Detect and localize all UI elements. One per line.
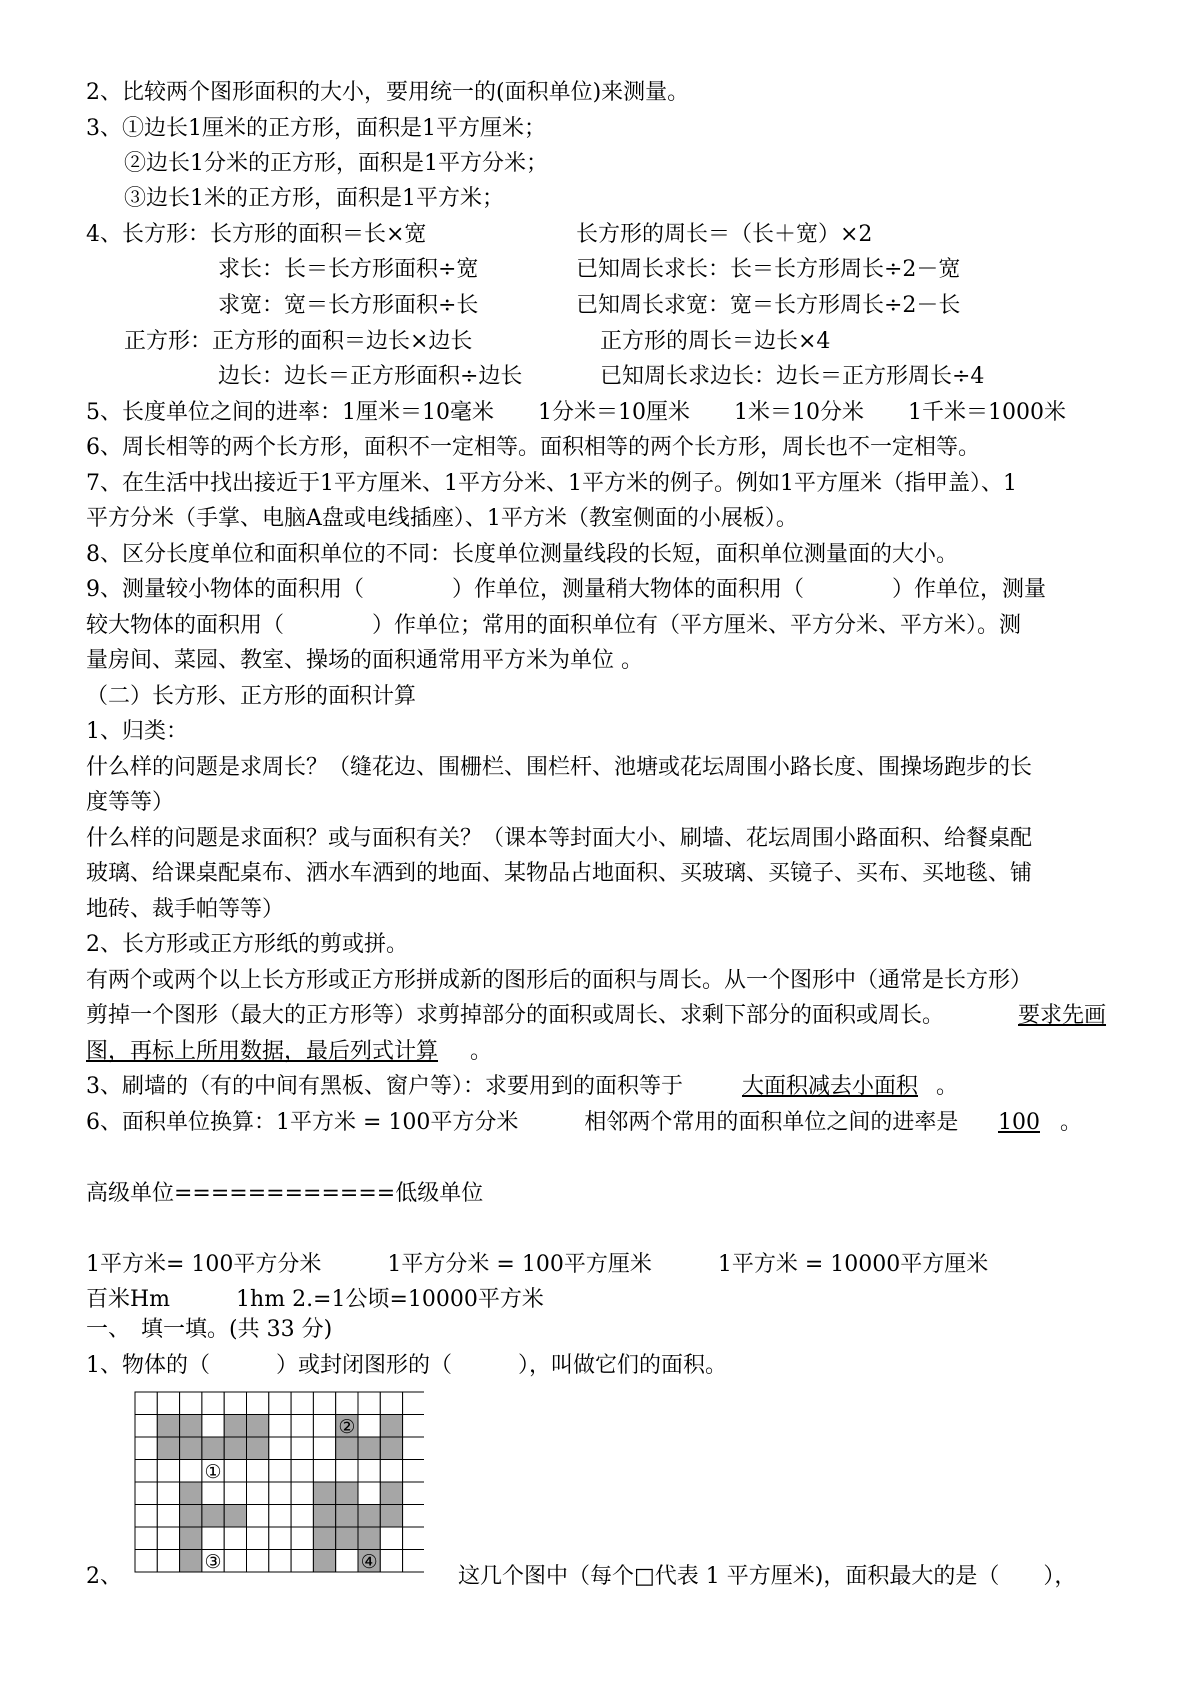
grid-cell	[269, 1415, 291, 1438]
grid-cell	[247, 1505, 269, 1528]
grid-cell	[135, 1392, 157, 1415]
grid-cell	[313, 1550, 335, 1573]
grid-cell	[202, 1437, 224, 1460]
shape-label: ①	[204, 1460, 222, 1483]
grid-cell	[247, 1527, 269, 1550]
grid-cell	[180, 1505, 202, 1528]
text-line: 平方分米（手掌、电脑A盘或电线插座）、1平方米（教室侧面的小展板）。	[86, 506, 798, 531]
grid-cell	[180, 1482, 202, 1505]
grid-cell	[224, 1415, 246, 1438]
text-line: 求长：长＝长方形面积÷宽	[218, 257, 479, 282]
grid-cell	[247, 1460, 269, 1483]
grid-cell	[157, 1392, 179, 1415]
shape-label: ④	[360, 1550, 378, 1573]
grid-cell	[157, 1415, 179, 1438]
grid-cell	[180, 1527, 202, 1550]
text-line: ②边长1分米的正方形，面积是1平方分米；	[124, 151, 548, 176]
text-line: 2、	[86, 1564, 122, 1589]
text-line: 剪掉一个图形（最大的正方形等）求剪掉部分的面积或周长、求剩下部分的面积或周长。	[86, 1003, 945, 1028]
grid-cell	[380, 1482, 402, 1505]
text-line: 4、长方形：长方形的面积＝长×宽	[86, 222, 427, 247]
grid-cell	[313, 1527, 335, 1550]
grid-cell	[157, 1437, 179, 1460]
grid-cell	[180, 1460, 202, 1483]
grid-cell	[224, 1460, 246, 1483]
grid-cell	[202, 1392, 224, 1415]
text-line: 6、周长相等的两个长方形，面积不一定相等。面积相等的两个长方形，周长也不一定相等。	[86, 435, 981, 460]
grid-cell	[403, 1527, 424, 1550]
grid-cell	[380, 1415, 402, 1438]
grid-cell	[269, 1460, 291, 1483]
text-line: 。	[1060, 1110, 1083, 1135]
text-line: 7、在生活中找出接近于1平方厘米、1平方分米、1平方米的例子。例如1平方厘米（指甲盖）、1	[86, 471, 1017, 496]
grid-cell	[135, 1415, 157, 1438]
grid-cell	[157, 1550, 179, 1573]
grid-cell	[336, 1527, 358, 1550]
grid-cell	[336, 1392, 358, 1415]
grid-cell	[291, 1527, 313, 1550]
grid-cell	[358, 1415, 380, 1438]
grid-cell	[403, 1460, 424, 1483]
text-line: 图，再标上所用数据，最后列式计算	[86, 1039, 439, 1064]
grid-cell	[336, 1550, 358, 1573]
text-line: 。	[470, 1039, 493, 1064]
grid-cell	[403, 1415, 424, 1438]
text-line: 2、比较两个图形面积的大小，要用统一的(面积单位)来测量。	[86, 80, 690, 105]
text-line: （二）长方形、正方形的面积计算	[86, 684, 417, 709]
text-line: 这几个图中（每个□代表 1 平方厘米)，面积最大的是（ ），	[458, 1564, 1077, 1589]
grid-cell	[247, 1550, 269, 1573]
text-line: 100	[998, 1110, 1040, 1135]
grid-cell	[403, 1482, 424, 1505]
text-line: 。	[936, 1074, 959, 1099]
grid-cell	[403, 1437, 424, 1460]
grid-cell	[336, 1505, 358, 1528]
grid-cell	[135, 1527, 157, 1550]
grid-cell	[157, 1505, 179, 1528]
text-line: 已知周长求边长：边长＝正方形周长÷4	[600, 364, 985, 389]
text-line: 量房间、菜园、教室、操场的面积通常用平方米为单位 。	[86, 648, 643, 673]
grid-cell	[380, 1437, 402, 1460]
grid-cell	[157, 1527, 179, 1550]
underlined-phrase: 要求先画	[1018, 1003, 1107, 1028]
grid-cell	[313, 1460, 335, 1483]
grid-cell	[403, 1505, 424, 1528]
grid-cell	[358, 1505, 380, 1528]
grid-cell	[291, 1437, 313, 1460]
grid-cell	[247, 1437, 269, 1460]
grid-cell	[269, 1527, 291, 1550]
grid-cell	[358, 1392, 380, 1415]
text-line: ③边长1米的正方形，面积是1平方米；	[124, 186, 504, 211]
grid-cell	[157, 1460, 179, 1483]
grid-cell	[313, 1392, 335, 1415]
text-line: 度等等）	[86, 790, 175, 815]
grid-cell	[313, 1482, 335, 1505]
grid-cell	[269, 1505, 291, 1528]
grid-cell	[247, 1415, 269, 1438]
grid-cell	[358, 1527, 380, 1550]
shape-label: ③	[204, 1550, 222, 1573]
text-line: 6、面积单位换算：1平方米 = 100平方分米 相邻两个常用的面积单位之间的进率是	[86, 1110, 959, 1135]
text-line: 正方形：正方形的面积＝边长×边长	[124, 329, 473, 354]
grid-cell	[202, 1482, 224, 1505]
grid-cell	[291, 1505, 313, 1528]
grid-cell	[380, 1527, 402, 1550]
grid-cell	[336, 1437, 358, 1460]
text-line: 正方形的周长＝边长×4	[600, 329, 831, 354]
text-line: 什么样的问题是求面积？或与面积有关？（课本等封面大小、刷墙、花坛周围小路面积、给餐桌配	[86, 826, 1033, 851]
grid-cell	[180, 1415, 202, 1438]
grid-cell	[202, 1415, 224, 1438]
grid-cell	[224, 1482, 246, 1505]
grid-cell	[135, 1482, 157, 1505]
shape-label: ②	[338, 1415, 356, 1438]
text-line: 已知周长求长：长＝长方形周长÷2－宽	[576, 257, 961, 282]
grid-cell	[180, 1550, 202, 1573]
text-line: 求宽：宽＝长方形面积÷长	[218, 293, 479, 318]
text-line: 1、物体的（ ）或封闭图形的（ ），叫做它们的面积。	[86, 1353, 727, 1378]
grid-cell	[358, 1460, 380, 1483]
grid-cell	[358, 1437, 380, 1460]
text-line: 边长：边长＝正方形面积÷边长	[218, 364, 523, 389]
text-line: 9、测量较小物体的面积用（ ）作单位，测量稍大物体的面积用（ ）作单位，测量	[86, 577, 1047, 602]
text-line: 长方形的周长＝（长＋宽）×2	[576, 222, 873, 247]
grid-cell	[291, 1460, 313, 1483]
text-line: 地砖、裁手帕等等）	[86, 897, 285, 922]
text-line: 5、长度单位之间的进率：1厘米＝10毫米 1分米＝10厘米 1米＝10分米 1千米＝1000米	[86, 400, 1066, 425]
grid-cell	[291, 1482, 313, 1505]
text-line: 高级单位============低级单位	[86, 1181, 484, 1206]
grid-cell	[291, 1392, 313, 1415]
grid-cell	[291, 1550, 313, 1573]
grid-cell	[202, 1527, 224, 1550]
text-line: 百米Hm 1hm 2.=1公顷=10000平方米	[86, 1287, 544, 1312]
grid-cell	[135, 1505, 157, 1528]
text-line: 8、区分长度单位和面积单位的不同：长度单位测量线段的长短，面积单位测量面的大小。	[86, 542, 959, 567]
text-line: 大面积减去小面积	[742, 1074, 919, 1099]
grid-cell	[247, 1482, 269, 1505]
grid-cell	[313, 1437, 335, 1460]
grid-cell	[380, 1460, 402, 1483]
text-line: 3、①边长1厘米的正方形，面积是1平方厘米；	[86, 116, 546, 141]
text-line: 玻璃、给课桌配桌布、洒水车洒到的地面、某物品占地面积、买玻璃、买镜子、买布、买地毯、铺	[86, 861, 1033, 886]
grid-cell	[224, 1505, 246, 1528]
area-grid-figure	[134, 1391, 424, 1575]
grid-cell	[180, 1437, 202, 1460]
grid-cell	[380, 1550, 402, 1573]
grid-cell	[224, 1392, 246, 1415]
text-line: 3、刷墙的（有的中间有黑板、窗户等）：求要用到的面积等于	[86, 1074, 683, 1099]
grid-cell	[269, 1437, 291, 1460]
grid-cell	[358, 1482, 380, 1505]
grid-cell	[224, 1527, 246, 1550]
grid-cell	[269, 1550, 291, 1573]
grid-cell	[403, 1392, 424, 1415]
text-line: 2、长方形或正方形纸的剪或拼。	[86, 932, 408, 957]
grid-cell	[180, 1392, 202, 1415]
text-line: 有两个或两个以上长方形或正方形拼成新的图形后的面积与周长。从一个图形中（通常是长方形）	[86, 968, 1033, 993]
text-line: 已知周长求宽：宽＝长方形周长÷2－长	[576, 293, 961, 318]
grid-cell	[291, 1415, 313, 1438]
text-line: 什么样的问题是求周长？（缝花边、围栅栏、围栏杆、池塘或花坛周围小路长度、围操场跑步的长	[86, 755, 1033, 780]
grid-cell	[224, 1437, 246, 1460]
grid-cell	[380, 1392, 402, 1415]
grid-cell	[313, 1505, 335, 1528]
text-line: 1、归类：	[86, 719, 188, 744]
grid-cell	[135, 1550, 157, 1573]
text-line: 较大物体的面积用（ ）作单位；常用的面积单位有（平方厘米、平方分米、平方米）。测	[86, 613, 1022, 638]
grid-cell	[269, 1482, 291, 1505]
grid-cell	[224, 1550, 246, 1573]
text-line: 1平方米= 100平方分米 1平方分米 = 100平方厘米 1平方米 = 10000平方厘米	[86, 1252, 989, 1277]
grid-cell	[336, 1460, 358, 1483]
grid-cell	[403, 1550, 424, 1573]
grid-cell	[269, 1392, 291, 1415]
grid-cell	[202, 1505, 224, 1528]
grid-cell	[247, 1392, 269, 1415]
grid-cell	[336, 1482, 358, 1505]
grid-cell	[135, 1460, 157, 1483]
grid-cell	[313, 1415, 335, 1438]
text-line: 一、 填一填。(共 33 分)	[86, 1317, 333, 1342]
grid-cell	[380, 1505, 402, 1528]
grid-cell	[157, 1482, 179, 1505]
grid-cell	[135, 1437, 157, 1460]
